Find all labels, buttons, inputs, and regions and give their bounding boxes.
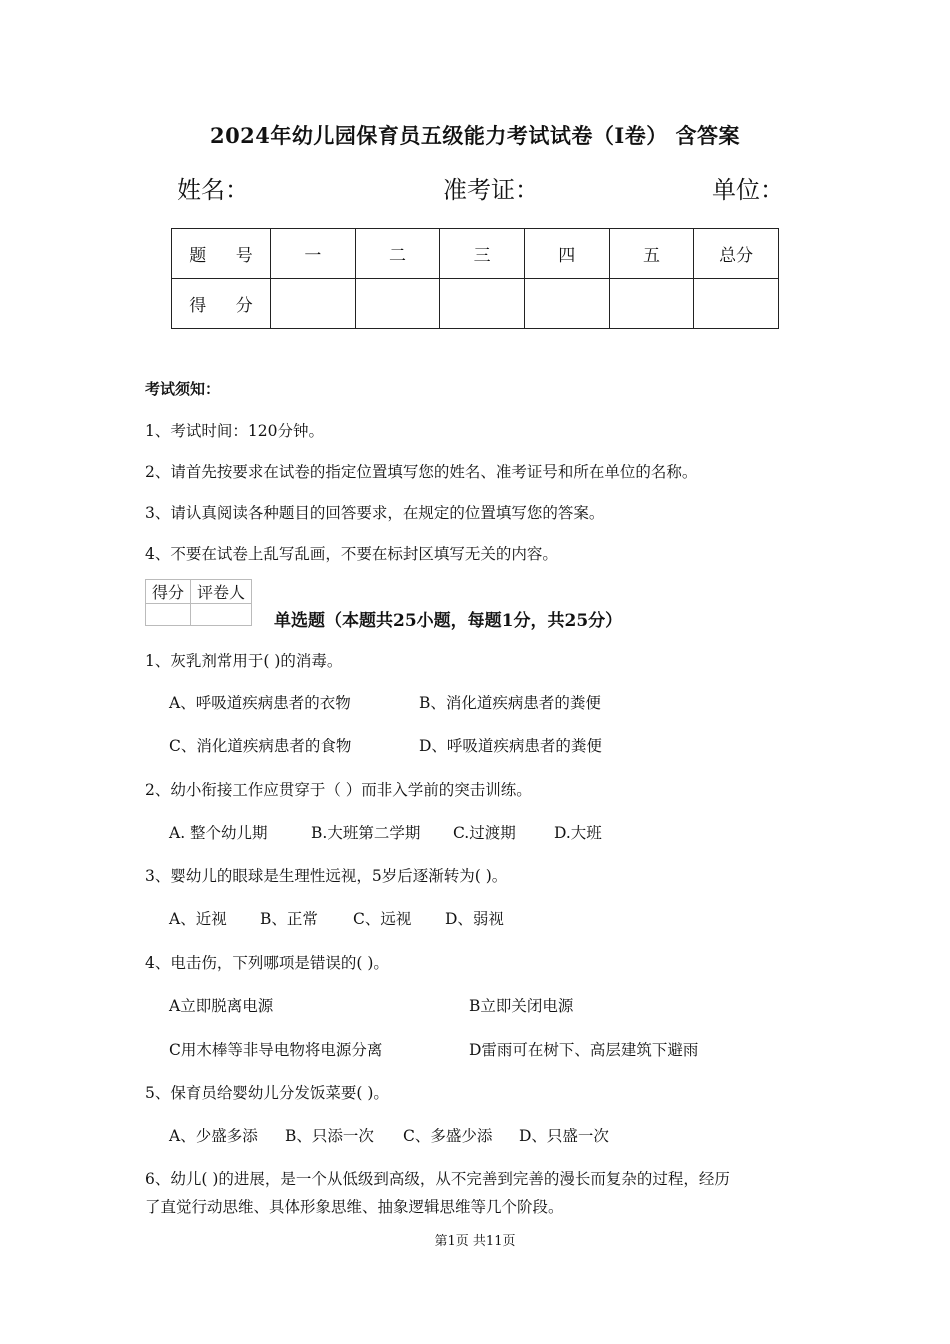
- score-table-header-row: [172, 229, 779, 279]
- option-a: A立即脱离电源: [169, 997, 274, 1015]
- question-stem: 3、婴幼儿的眼球是生理性远视，5岁后逐渐转为( )。: [145, 867, 508, 885]
- option-a: A、近视: [169, 910, 227, 928]
- score-table: [171, 228, 779, 329]
- option-c: C.过渡期: [453, 824, 516, 842]
- question-stem: 1、灰乳剂常用于( )的消毒。: [145, 652, 343, 670]
- option-c: C用木棒等非导电物将电源分离: [169, 1041, 383, 1059]
- name-field-label: 姓名：: [177, 176, 249, 204]
- option-a: A、呼吸道疾病患者的衣物: [169, 694, 351, 712]
- score-cell-5: [609, 279, 694, 329]
- section-1-header: 一: [271, 229, 356, 279]
- notice-item: 2、请首先按要求在试卷的指定位置填写您的姓名、准考证号和所在单位的名称。: [145, 463, 698, 481]
- grader-name-label: 评卷人: [191, 580, 252, 604]
- option-d: D.大班: [554, 824, 602, 842]
- notice-item: 3、请认真阅读各种题目的回答要求，在规定的位置填写您的答案。: [145, 504, 605, 522]
- option-b: B、消化道疾病患者的粪便: [419, 694, 601, 712]
- notice-heading: 考试须知：: [145, 380, 221, 398]
- option-b: B.大班第二学期: [311, 824, 421, 842]
- grader-score-cell: [146, 604, 191, 626]
- section-3-header: 三: [440, 229, 525, 279]
- notice-item: 1、考试时间：120分钟。: [145, 422, 324, 440]
- question-stem-continued: 了直觉行动思维、具体形象思维、抽象逻辑思维等几个阶段。: [145, 1198, 564, 1216]
- option-d: D、呼吸道疾病患者的粪便: [419, 737, 602, 755]
- page-footer: 第1页 共11页: [434, 1234, 516, 1249]
- option-d: D、弱视: [445, 910, 504, 928]
- score-cell-1: [271, 279, 356, 329]
- option-b: B、正常: [260, 910, 318, 928]
- option-c: C、远视: [353, 910, 412, 928]
- score-cell-total: [694, 279, 779, 329]
- grader-score-label: 得分: [146, 580, 191, 604]
- option-d: D雷雨可在树下、高层建筑下避雨: [469, 1041, 699, 1059]
- score-table-score-row: [172, 279, 779, 329]
- option-b: B立即关闭电源: [469, 997, 574, 1015]
- section-4-header: 四: [524, 229, 609, 279]
- total-header: 总分: [694, 229, 779, 279]
- notice-item: 4、不要在试卷上乱写乱画，不要在标封区填写无关的内容。: [145, 545, 558, 563]
- section-title: 单选题（本题共25小题，每题1分，共25分）: [274, 611, 623, 631]
- option-a: A、少盛多添: [169, 1127, 258, 1145]
- option-a: A. 整个幼儿期: [169, 824, 268, 842]
- grader-name-cell: [191, 604, 252, 626]
- option-c: C、多盛少添: [403, 1127, 493, 1145]
- question-stem: 4、电击伤，下列哪项是错误的( )。: [145, 954, 389, 972]
- grader-box: [145, 579, 252, 626]
- section-2-header: 二: [355, 229, 440, 279]
- score-cell-4: [524, 279, 609, 329]
- unit-field-label: 单位：: [712, 176, 784, 204]
- score-cell-3: [440, 279, 525, 329]
- question-number-header: 题 号: [172, 229, 271, 279]
- option-b: B、只添一次: [285, 1127, 374, 1145]
- question-stem: 6、幼儿( )的进展，是一个从低级到高级，从不完善到完善的漫长而复杂的过程，经历: [145, 1170, 730, 1188]
- question-stem: 2、幼小衔接工作应贯穿于（ ）而非入学前的突击训练。: [145, 781, 532, 799]
- option-c: C、消化道疾病患者的食物: [169, 737, 352, 755]
- score-row-label: 得 分: [172, 279, 271, 329]
- option-d: D、只盛一次: [519, 1127, 609, 1145]
- score-cell-2: [355, 279, 440, 329]
- document-title: 2024年幼儿园保育员五级能力考试试卷（I卷） 含答案: [209, 123, 741, 148]
- exam-number-field-label: 准考证：: [443, 176, 539, 204]
- section-5-header: 五: [609, 229, 694, 279]
- question-stem: 5、保育员给婴幼儿分发饭菜要( )。: [145, 1084, 389, 1102]
